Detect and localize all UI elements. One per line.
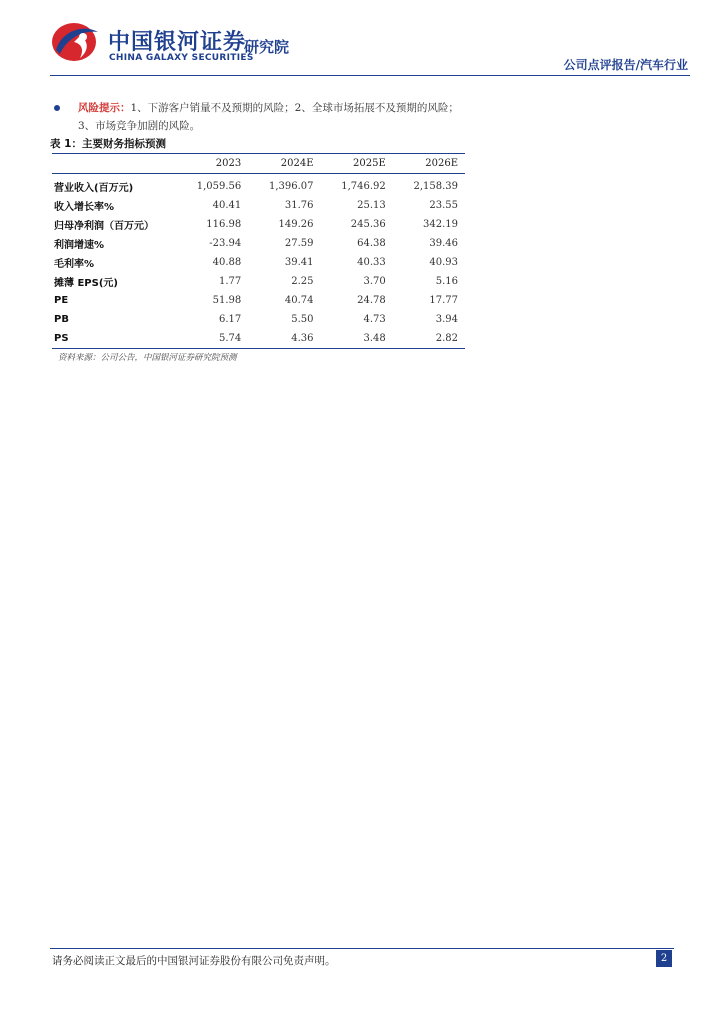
table-cell: 24.78 — [357, 295, 386, 306]
table-cell: 116.98 — [206, 219, 242, 230]
page-header — [0, 0, 724, 78]
table-cell: 31.76 — [284, 200, 314, 211]
risk-body: 1、下游客户销量不及预期的风险；2、全球市场拓展不及预期的风险；3、市场竞争加剧的风险。 — [78, 102, 459, 132]
table-header-row — [52, 154, 465, 174]
report-type: 公司点评报告/汽车行业 — [563, 58, 688, 72]
row-label: 摊薄 EPS(元) — [54, 278, 118, 289]
table-cell: 40.74 — [284, 295, 314, 306]
table-cell: 2.82 — [393, 329, 465, 349]
row-label: PB — [54, 314, 69, 325]
risk-title: 风险提示： — [78, 102, 131, 114]
table-row — [52, 174, 465, 197]
table-cell: 5.50 — [291, 314, 314, 325]
table-cell: 342.19 — [423, 219, 458, 230]
table-cell: 3.94 — [435, 314, 458, 325]
table-cell: 25.13 — [357, 200, 386, 211]
brand-name-cn: 中国银河证券 — [108, 30, 247, 55]
row-label: 收入增长率% — [54, 202, 115, 213]
brand-subtitle: 研究院 — [244, 38, 290, 56]
table-row — [52, 291, 465, 310]
table-cell: 5.74 — [176, 329, 248, 349]
table-cell: 27.59 — [284, 238, 314, 249]
row-label: 毛利率% — [54, 259, 95, 270]
brand-name-en: CHINA GALAXY SECURITIES — [109, 53, 254, 63]
column-header — [52, 154, 176, 174]
table-row — [52, 196, 465, 215]
page-number: 2 — [656, 950, 672, 967]
table-cell: 2.25 — [291, 276, 314, 287]
risk-text-block — [78, 99, 470, 135]
galaxy-logo-icon — [50, 20, 102, 64]
row-label: 归母净利润（百万元） — [54, 221, 154, 232]
risk-warning — [50, 99, 470, 135]
bullet-icon — [54, 105, 60, 111]
table-cell: 2,158.39 — [413, 181, 458, 192]
table-row — [52, 272, 465, 291]
table-cell: 149.26 — [278, 219, 314, 230]
table-cell: 51.98 — [212, 295, 242, 306]
row-label: PS — [52, 329, 176, 349]
column-header: 2023 — [176, 154, 248, 174]
table-cell: 40.41 — [212, 200, 242, 211]
table-cell: 3.48 — [321, 329, 393, 349]
table-cell: 3.70 — [363, 276, 386, 287]
column-header: 2026E — [393, 154, 465, 174]
column-header: 2024E — [248, 154, 320, 174]
table-cell: 1,396.07 — [268, 181, 314, 192]
table-cell: 5.16 — [435, 276, 458, 287]
table-cell: 245.36 — [350, 219, 386, 230]
table-row — [52, 310, 465, 329]
table-cell: 1,059.56 — [196, 181, 242, 192]
table-cell: -23.94 — [209, 238, 242, 249]
table-cell: 4.36 — [248, 329, 320, 349]
column-header: 2025E — [321, 154, 393, 174]
table-cell: 40.93 — [429, 257, 458, 268]
footer-divider — [50, 948, 674, 949]
table-cell: 6.17 — [218, 314, 242, 325]
table-source-note: 资料来源：公司公告，中国银河证券研究院预测 — [58, 353, 237, 363]
header-divider — [50, 75, 690, 76]
table-cell: 39.41 — [284, 257, 314, 268]
table-cell: 64.38 — [357, 238, 386, 249]
table-caption: 表 1：主要财务指标预测 — [50, 138, 166, 150]
table-cell: 23.55 — [429, 200, 458, 211]
table-cell: 4.73 — [363, 314, 386, 325]
table-row — [52, 329, 465, 349]
table-cell: 39.46 — [429, 238, 458, 249]
table-cell: 17.77 — [429, 295, 458, 306]
table-row — [52, 253, 465, 272]
table-cell: 40.88 — [212, 257, 242, 268]
row-label: 营业收入(百万元) — [54, 183, 134, 194]
row-label: 利润增速% — [54, 240, 105, 251]
table-row — [52, 234, 465, 253]
financial-forecast-table — [52, 153, 465, 349]
row-label: PE — [54, 295, 69, 306]
table-cell: 40.33 — [357, 257, 386, 268]
table-row — [52, 215, 465, 234]
table-cell: 1,746.92 — [341, 181, 386, 192]
footer-disclaimer: 请务必阅读正文最后的中国银河证券股份有限公司免责声明。 — [52, 955, 336, 967]
table-cell: 1.77 — [218, 276, 242, 287]
